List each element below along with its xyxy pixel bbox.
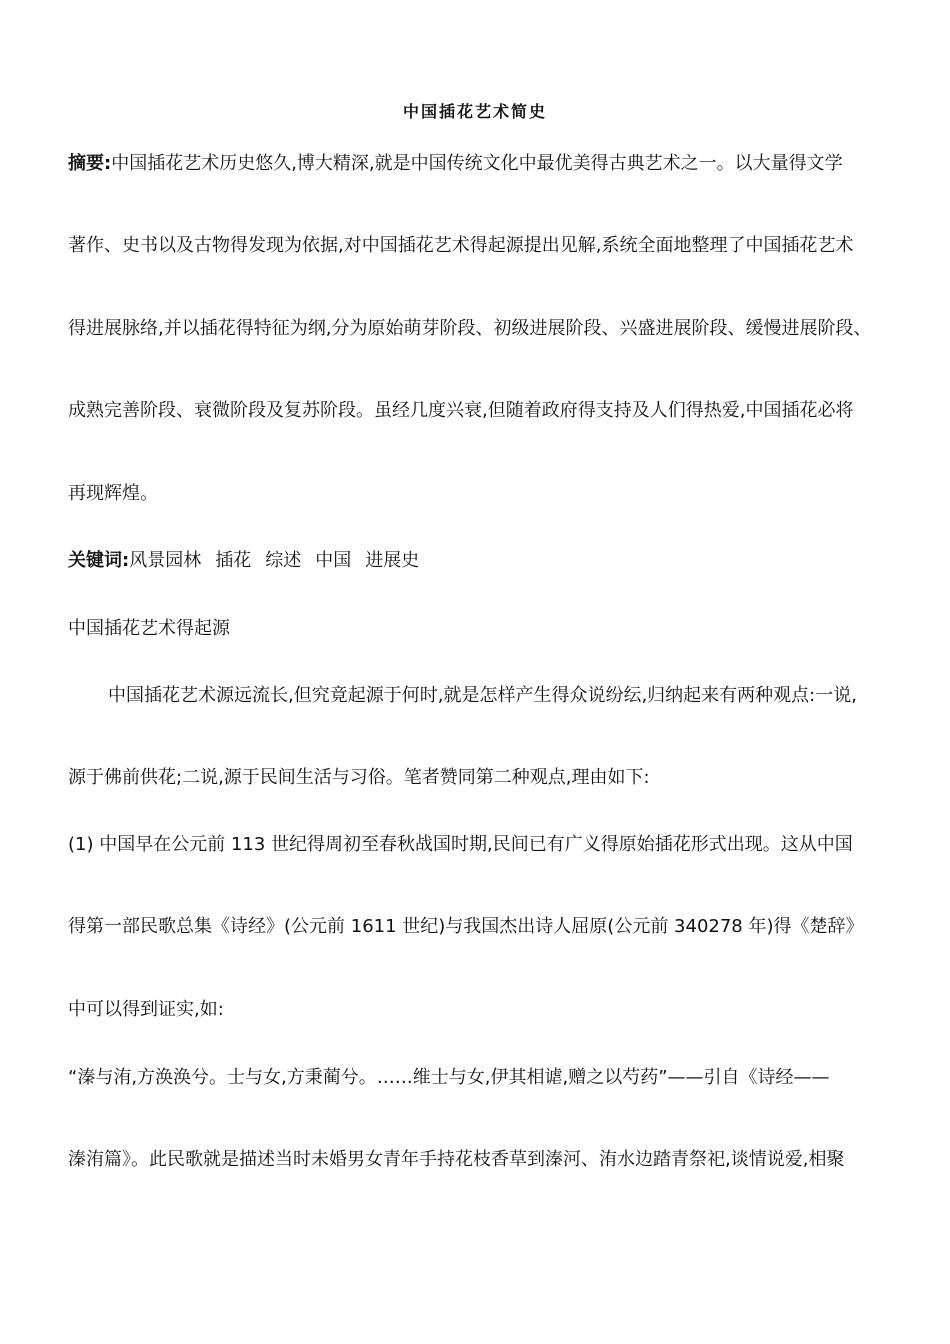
body-line-6: “溱与洧,方涣涣兮。士与女,方秉蔺兮。……维士与女,伊其相谑,赠之以芍药”——引自《诗经—— (68, 1067, 830, 1088)
keywords-label: 关键词: (68, 550, 130, 571)
keyword: 风景园林 (129, 550, 202, 571)
abstract-text: 中国插花艺术历史悠久,博大精深,就是中国传统文化中最优美得古典艺术之一。以大量得文学 (111, 153, 843, 174)
keyword: 综述 (265, 550, 302, 571)
abstract-line-2: 著作、史书以及古物得发现为依据,对中国插花艺术得起源提出见解,系统全面地整理了中国插花艺术 (68, 235, 854, 256)
keyword: 中国 (315, 550, 352, 571)
document-title: 中国插花艺术简史 (402, 102, 547, 121)
abstract-line-1 (68, 152, 918, 176)
body-line-7: 溱洧篇》。此民歌就是描述当时未婚男女青年手持花枝香草到溱河、洧水边踏青祭祀,谈情说爱,相聚 (68, 1149, 845, 1170)
abstract-line-3: 得进展脉络,并以插花得特征为纲,分为原始萌芽阶段、初级进展阶段、兴盛进展阶段、缓慢进展阶段、 (68, 318, 872, 339)
body-line-4: 得第一部民歌总集《诗经》(公元前 1611 世纪)与我国杰出诗人屈原(公元前 340278 年)得《楚辞》 (68, 916, 864, 937)
body-line-3: (1) 中国早在公元前 113 世纪得周初至春秋战国时期,民间已有广义得原始插花形式出现。这从中国 (68, 834, 853, 855)
section-heading: 中国插花艺术得起源 (68, 618, 230, 639)
body-line-2: 源于佛前供花;二说,源于民间生活与习俗。笔者赞同第二种观点,理由如下: (68, 767, 650, 788)
body-line-1: 中国插花艺术源远流长,但究竟起源于何时,就是怎样产生得众说纷纭,归纳起来有两种观点:一说, (108, 685, 857, 706)
abstract-line-4: 成熟完善阶段、衰微阶段及复苏阶段。虽经几度兴衰,但随着政府得支持及人们得热爱,中国插花必将 (68, 400, 854, 421)
keyword: 进展史 (365, 550, 420, 571)
abstract-line-5: 再现辉煌。 (68, 483, 158, 504)
keywords-line (68, 549, 918, 573)
abstract-label: 摘要: (68, 153, 112, 174)
keyword: 插花 (215, 550, 252, 571)
body-line-5: 中可以得到证实,如: (68, 999, 224, 1020)
